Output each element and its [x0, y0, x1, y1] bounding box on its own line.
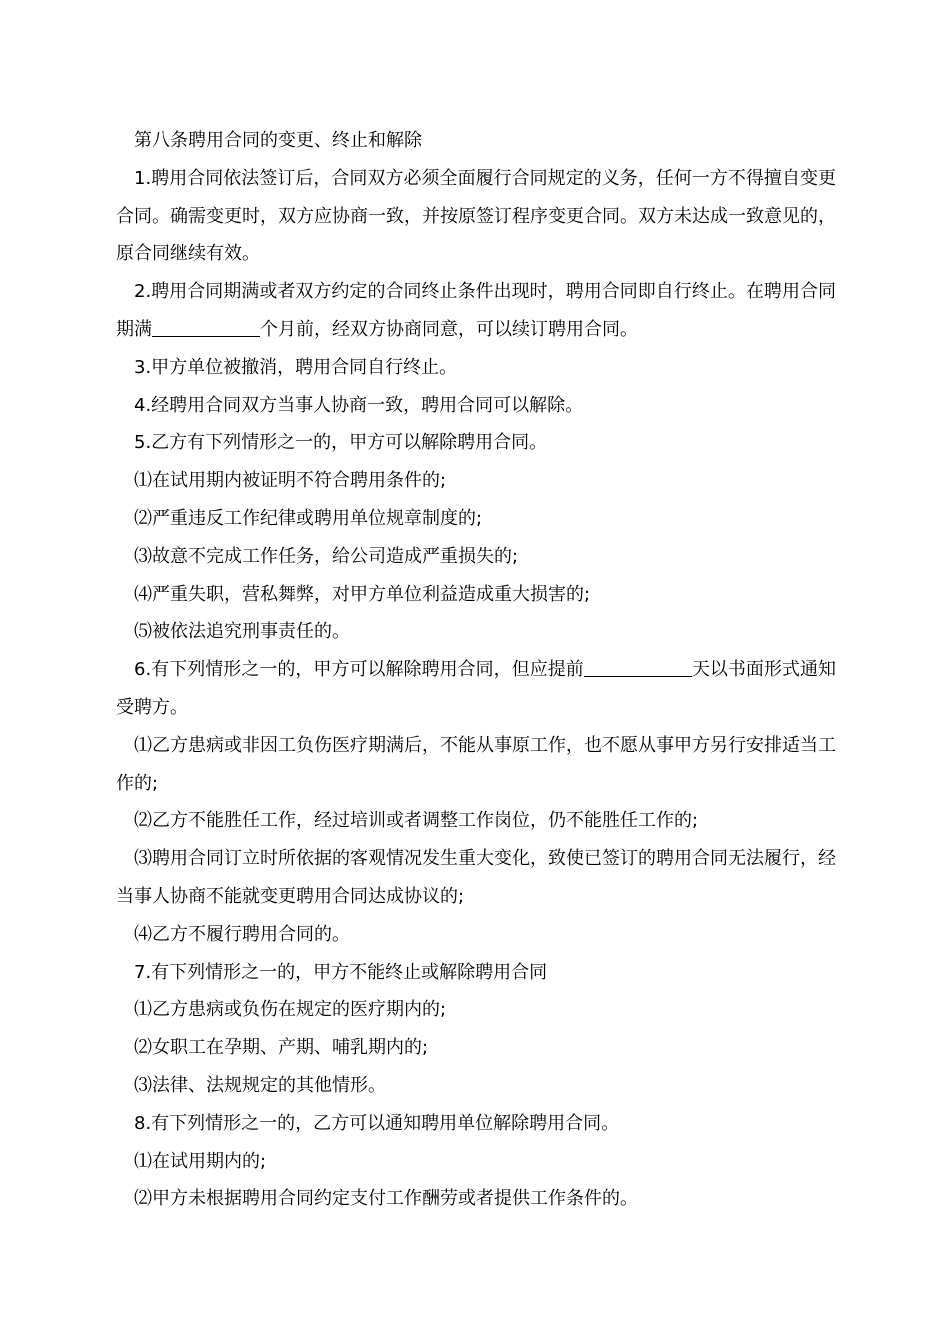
notice-days-blank[interactable] — [584, 656, 692, 677]
clause-6-sub-2: ⑵乙方不能胜任工作，经过培训或者调整工作岗位，仍不能胜任工作的; — [134, 810, 699, 832]
clause-6-sub-1: ⑴乙方患病或非因工负伤医疗期满后，不能从事原工作，也不愿从事甲方另行安排适当工作的; — [116, 734, 836, 794]
clause-6-sub-3: ⑶聘用合同订立时所依据的客观情况发生重大变化，致使已签订的聘用合同无法履行，经当事人协商不能就变更聘用合同达成协议的; — [116, 848, 836, 907]
clause-8-sub-2: ⑵甲方未根据聘用合同约定支付工作酬劳或者提供工作条件的。 — [134, 1188, 638, 1210]
clause-6-sub-4: ⑷乙方不履行聘用合同的。 — [134, 923, 350, 945]
clause-6-text-before: 6.有下列情形之一的，甲方可以解除聘用合同，但应提前 — [134, 659, 584, 681]
clause-5: 5.乙方有下列情形之一的，甲方可以解除聘用合同。 — [134, 432, 548, 454]
clause-5-sub-1: ⑴在试用期内被证明不符合聘用条件的; — [134, 470, 447, 492]
clause-1: 1.聘用合同依法签订后，合同双方必须全面履行合同规定的义务，任何一方不得擅自变更合同。确需变更时，双方应协商一致，并按原签订程序变更合同。双方未达成一致意见的，原合同继续有效。 — [116, 167, 836, 265]
clause-7: 7.有下列情形之一的，甲方不能终止或解除聘用合同 — [134, 961, 548, 983]
clause-2 — [116, 273, 836, 349]
clause-7-sub-3: ⑶法律、法规规定的其他情形。 — [134, 1074, 386, 1096]
clause-3: 3.甲方单位被撤消，聘用合同自行终止。 — [134, 356, 458, 378]
article-title: 第八条聘用合同的变更、终止和解除 — [134, 130, 422, 151]
clause-4: 4.经聘用合同双方当事人协商一致，聘用合同可以解除。 — [134, 394, 584, 416]
clause-8-sub-1: ⑴在试用期内的; — [134, 1150, 267, 1172]
document-body — [116, 122, 836, 1218]
clause-7-sub-2: ⑵女职工在孕期、产期、哺乳期内的; — [134, 1037, 429, 1059]
clause-2-text-after: 个月前，经双方协商同意，可以续订聘用合同。 — [260, 318, 638, 340]
clause-6 — [116, 651, 836, 727]
renewal-months-blank[interactable] — [152, 316, 260, 337]
clause-5-sub-3: ⑶故意不完成工作任务，给公司造成严重损失的; — [134, 545, 519, 567]
clause-2-text-before: 2.聘用合同期满或者双方约定的合同终止条件出现时，聘用合同即自行终止。在聘用合同期满 — [116, 281, 836, 340]
clause-7-sub-1: ⑴乙方患病或负伤在规定的医疗期内的; — [134, 999, 447, 1021]
clause-5-sub-2: ⑵严重违反工作纪律或聘用单位规章制度的; — [134, 507, 483, 529]
clause-6-text-after: 天以书面形式通知受聘方。 — [116, 659, 837, 718]
clause-8: 8.有下列情形之一的，乙方可以通知聘用单位解除聘用合同。 — [134, 1112, 620, 1134]
clause-5-sub-5: ⑸被依法追究刑事责任的。 — [134, 621, 350, 643]
clause-5-sub-4: ⑷严重失职，营私舞弊，对甲方单位利益造成重大损害的; — [134, 583, 591, 605]
